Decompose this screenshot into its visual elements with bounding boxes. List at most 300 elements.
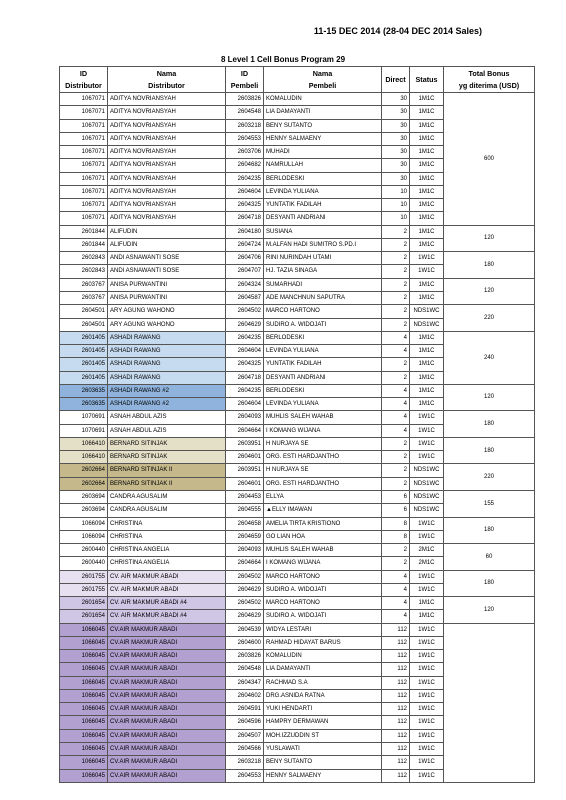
- cell-id-distributor: 1066045: [60, 689, 108, 702]
- cell-total-bonus: [444, 623, 535, 782]
- cell-id-distributor: 2603767: [60, 278, 108, 291]
- cell-direct: 4: [382, 411, 410, 424]
- cell-id-distributor: 1066045: [60, 623, 108, 636]
- cell-nama-pembeli: SUMARHADI: [264, 278, 382, 291]
- cell-direct: 2: [382, 252, 410, 265]
- table-row: [60, 278, 535, 291]
- cell-nama-pembeli: MUHLIS SALEH WAHAB: [264, 411, 382, 424]
- cell-nama-pembeli: GO LIAN HOA: [264, 530, 382, 543]
- cell-id-pembeli: 2604596: [226, 716, 264, 729]
- cell-status: NDS1WC: [410, 477, 444, 490]
- cell-id-pembeli: 2604502: [226, 305, 264, 318]
- cell-id-pembeli: 2604566: [226, 743, 264, 756]
- cell-id-pembeli: 2604600: [226, 636, 264, 649]
- cell-nama-pembeli: LEVINDA YULIANA: [264, 185, 382, 198]
- cell-id-distributor: 1067071: [60, 119, 108, 132]
- cell-id-pembeli: 2604664: [226, 424, 264, 437]
- cell-id-pembeli: 2604659: [226, 530, 264, 543]
- cell-nama-distributor: BERNARD SITINJAK II: [108, 464, 226, 477]
- cell-status: 1M1C: [410, 159, 444, 172]
- cell-status: NDS1WC: [410, 464, 444, 477]
- cell-status: 1M1C: [410, 185, 444, 198]
- cell-total-bonus: 180: [444, 437, 535, 464]
- cell-id-pembeli: 2603951: [226, 437, 264, 450]
- cell-nama-pembeli: LEVINDA YULIANA: [264, 398, 382, 411]
- cell-id-pembeli: 2604629: [226, 610, 264, 623]
- cell-status: 1W1C: [410, 769, 444, 782]
- cell-total-bonus: 120: [444, 597, 535, 624]
- cell-id-distributor: 2603767: [60, 291, 108, 304]
- cell-id-distributor: 2601405: [60, 331, 108, 344]
- cell-id-distributor: 2600440: [60, 544, 108, 557]
- cell-status: 1M1C: [410, 331, 444, 344]
- cell-direct: 112: [382, 663, 410, 676]
- cell-status: 1W1C: [410, 530, 444, 543]
- cell-id-pembeli: 2604235: [226, 384, 264, 397]
- cell-nama-distributor: ASHADI RAWANG: [108, 331, 226, 344]
- cell-nama-distributor: CV.AIR MAKMUR ABADI: [108, 716, 226, 729]
- cell-nama-pembeli: I KOMANG WIJANA: [264, 557, 382, 570]
- cell-direct: 10: [382, 212, 410, 225]
- cell-nama-distributor: ADITYA NOVRIANSYAH: [108, 212, 226, 225]
- cell-status: 1M1C: [410, 597, 444, 610]
- cell-nama-distributor: BERNARD SITINJAK: [108, 451, 226, 464]
- cell-direct: 30: [382, 119, 410, 132]
- cell-nama-distributor: BERNARD SITINJAK II: [108, 477, 226, 490]
- cell-nama-pembeli: H NURJAYA SE: [264, 437, 382, 450]
- cell-id-distributor: 1067071: [60, 106, 108, 119]
- cell-id-distributor: 1067071: [60, 212, 108, 225]
- table-row: [60, 225, 535, 238]
- cell-nama-pembeli: ▲ELLY IMAWAN: [264, 504, 382, 517]
- cell-total-bonus: 180: [444, 570, 535, 597]
- cell-id-pembeli: 2603706: [226, 146, 264, 159]
- cell-direct: 4: [382, 331, 410, 344]
- cell-nama-pembeli: H NURJAYA SE: [264, 464, 382, 477]
- cell-id-distributor: 2602664: [60, 477, 108, 490]
- table-row: [60, 384, 535, 397]
- cell-id-pembeli: 2604502: [226, 570, 264, 583]
- cell-id-pembeli: 2604601: [226, 451, 264, 464]
- cell-id-pembeli: 2604093: [226, 411, 264, 424]
- cell-id-distributor: 2603635: [60, 398, 108, 411]
- cell-nama-pembeli: KOMALUDIN: [264, 93, 382, 106]
- cell-nama-distributor: CV.AIR MAKMUR ABADI: [108, 769, 226, 782]
- cell-id-pembeli: 2604539: [226, 623, 264, 636]
- cell-id-distributor: 1066045: [60, 729, 108, 742]
- cell-nama-distributor: ADITYA NOVRIANSYAH: [108, 132, 226, 145]
- cell-id-pembeli: 2604324: [226, 278, 264, 291]
- cell-id-distributor: 2601755: [60, 583, 108, 596]
- cell-nama-pembeli: AMELIA TIRTA KRISTIONO: [264, 517, 382, 530]
- cell-id-pembeli: 2604724: [226, 238, 264, 251]
- table-body: [60, 93, 535, 783]
- table-row: [60, 464, 535, 477]
- cell-id-pembeli: 2604548: [226, 106, 264, 119]
- cell-nama-pembeli: DESYANTI ANDRIANI: [264, 212, 382, 225]
- table-row: [60, 517, 535, 530]
- header-id-distributor-line2: Distributor: [65, 80, 102, 90]
- cell-status: 1M1C: [410, 238, 444, 251]
- cell-direct: 6: [382, 490, 410, 503]
- cell-id-pembeli: 2604548: [226, 663, 264, 676]
- cell-status: 1W1C: [410, 623, 444, 636]
- cell-nama-distributor: ASHADI RAWANG: [108, 371, 226, 384]
- cell-nama-distributor: ARY AGUNG WAHONO: [108, 318, 226, 331]
- cell-total-bonus: 120: [444, 384, 535, 411]
- cell-direct: 30: [382, 132, 410, 145]
- cell-status: 1W1C: [410, 583, 444, 596]
- cell-nama-distributor: ASNAH ABDUL AZIS: [108, 411, 226, 424]
- cell-nama-distributor: CV.AIR MAKMUR ABADI: [108, 703, 226, 716]
- cell-total-bonus: 180: [444, 252, 535, 279]
- cell-id-distributor: 1066094: [60, 517, 108, 530]
- cell-id-distributor: 1067071: [60, 199, 108, 212]
- cell-nama-distributor: ASHADI RAWANG #2: [108, 384, 226, 397]
- table-row: [60, 623, 535, 636]
- cell-status: 1W1C: [410, 650, 444, 663]
- cell-id-distributor: 1066045: [60, 756, 108, 769]
- cell-status: 1W1C: [410, 676, 444, 689]
- cell-nama-pembeli: LEVINDA YULIANA: [264, 345, 382, 358]
- cell-status: 1W1C: [410, 424, 444, 437]
- cell-nama-pembeli: ELLYA: [264, 490, 382, 503]
- cell-direct: 112: [382, 743, 410, 756]
- cell-id-pembeli: 2604180: [226, 225, 264, 238]
- cell-nama-pembeli: DRG.ASNIDA RATNA: [264, 689, 382, 702]
- cell-nama-pembeli: YUSLAWATI: [264, 743, 382, 756]
- cell-id-pembeli: 2604587: [226, 291, 264, 304]
- cell-id-pembeli: 2604325: [226, 199, 264, 212]
- cell-nama-pembeli: HAMPRY DERMAWAN: [264, 716, 382, 729]
- table-row: [60, 252, 535, 265]
- cell-id-distributor: 1066045: [60, 636, 108, 649]
- cell-id-distributor: 2600440: [60, 557, 108, 570]
- header-nama-distributor-line1: Nama: [156, 68, 177, 78]
- cell-nama-distributor: ADITYA NOVRIANSYAH: [108, 119, 226, 132]
- cell-nama-distributor: CHRISTINA: [108, 517, 226, 530]
- table-row: [60, 490, 535, 503]
- table-row: [60, 305, 535, 318]
- header-nama-pembeli: [264, 67, 382, 93]
- cell-id-pembeli: 2604664: [226, 557, 264, 570]
- cell-status: 1M1C: [410, 345, 444, 358]
- cell-status: 1W1C: [410, 636, 444, 649]
- cell-nama-distributor: ADITYA NOVRIANSYAH: [108, 106, 226, 119]
- cell-nama-distributor: CANDRA AGUSALIM: [108, 490, 226, 503]
- cell-id-distributor: 1066045: [60, 650, 108, 663]
- cell-status: 1W1C: [410, 411, 444, 424]
- cell-total-bonus: 220: [444, 305, 535, 332]
- table-row: [60, 331, 535, 344]
- table-row: [60, 93, 535, 106]
- report-period: 11-15 DEC 2014 (28-04 DEC 2014 Sales): [313, 26, 482, 36]
- cell-status: 1M1C: [410, 106, 444, 119]
- cell-id-distributor: 1067071: [60, 185, 108, 198]
- cell-nama-pembeli: MOH.IZZUDDIN ST: [264, 729, 382, 742]
- cell-status: 2M1C: [410, 557, 444, 570]
- cell-id-pembeli: 2604453: [226, 490, 264, 503]
- cell-nama-distributor: ADITYA NOVRIANSYAH: [108, 146, 226, 159]
- cell-direct: 4: [382, 345, 410, 358]
- cell-status: NDS1WC: [410, 318, 444, 331]
- cell-direct: 30: [382, 93, 410, 106]
- cell-id-pembeli: 2604629: [226, 583, 264, 596]
- cell-nama-pembeli: RACHMAD S.A: [264, 676, 382, 689]
- cell-direct: 112: [382, 756, 410, 769]
- header-total-bonus-line2: yg diterima (USD): [458, 80, 520, 90]
- cell-nama-distributor: ADITYA NOVRIANSYAH: [108, 93, 226, 106]
- cell-nama-pembeli: YUNTATIK FADILAH: [264, 358, 382, 371]
- cell-nama-pembeli: WIDYA LESTARI: [264, 623, 382, 636]
- table-row: [60, 437, 535, 450]
- cell-total-bonus: 120: [444, 278, 535, 305]
- cell-direct: 112: [382, 703, 410, 716]
- cell-nama-pembeli: MARCO HARTONO: [264, 305, 382, 318]
- cell-status: 1W1C: [410, 437, 444, 450]
- cell-nama-distributor: CHRISTINA ANGELIA: [108, 544, 226, 557]
- cell-status: 1M1C: [410, 291, 444, 304]
- cell-direct: 2: [382, 437, 410, 450]
- cell-id-pembeli: 2604604: [226, 345, 264, 358]
- header-nama-pembeli-line2: Pembeli: [308, 80, 337, 90]
- cell-nama-distributor: CV. AIR MAKMUR ABADI: [108, 570, 226, 583]
- cell-nama-distributor: CV.AIR MAKMUR ABADI: [108, 636, 226, 649]
- cell-direct: 2: [382, 371, 410, 384]
- cell-direct: 112: [382, 676, 410, 689]
- cell-status: 1M1C: [410, 119, 444, 132]
- table-header: [60, 67, 535, 93]
- cell-id-pembeli: 2604553: [226, 769, 264, 782]
- cell-nama-distributor: ASNAH ABDUL AZIS: [108, 424, 226, 437]
- cell-direct: 2: [382, 225, 410, 238]
- cell-nama-pembeli: BENY SUTANTO: [264, 756, 382, 769]
- cell-total-bonus: 220: [444, 464, 535, 491]
- cell-status: 1M1C: [410, 610, 444, 623]
- cell-status: 1W1C: [410, 517, 444, 530]
- header-direct: Direct: [382, 67, 410, 93]
- cell-id-pembeli: 2604235: [226, 331, 264, 344]
- cell-direct: 6: [382, 504, 410, 517]
- cell-direct: 10: [382, 185, 410, 198]
- cell-nama-pembeli: LIA DAMAYANTI: [264, 106, 382, 119]
- cell-direct: 2: [382, 358, 410, 371]
- cell-nama-pembeli: SUDIRO A. WIDOJATI: [264, 610, 382, 623]
- cell-nama-distributor: CV.AIR MAKMUR ABADI: [108, 743, 226, 756]
- cell-id-pembeli: 2604604: [226, 398, 264, 411]
- cell-status: 1M1C: [410, 384, 444, 397]
- header-nama-pembeli-line1: Nama: [312, 68, 333, 78]
- cell-nama-distributor: ARY AGUNG WAHONO: [108, 305, 226, 318]
- cell-id-distributor: 1066045: [60, 716, 108, 729]
- cell-id-pembeli: 2603826: [226, 650, 264, 663]
- cell-direct: 4: [382, 583, 410, 596]
- cell-status: 1W1C: [410, 570, 444, 583]
- cell-id-distributor: 2602843: [60, 265, 108, 278]
- cell-id-distributor: 1067071: [60, 132, 108, 145]
- cell-direct: 30: [382, 159, 410, 172]
- cell-id-distributor: 1066410: [60, 437, 108, 450]
- cell-nama-distributor: ANISA PURWANTINI: [108, 278, 226, 291]
- cell-nama-pembeli: DESYANTI ANDRIANI: [264, 371, 382, 384]
- cell-id-distributor: 1067071: [60, 146, 108, 159]
- cell-nama-distributor: ASHADI RAWANG: [108, 358, 226, 371]
- cell-nama-distributor: CV. AIR MAKMUR ABADI: [108, 583, 226, 596]
- header-nama-distributor-line2: Distributor: [148, 80, 185, 90]
- cell-id-pembeli: 2604555: [226, 504, 264, 517]
- cell-id-pembeli: 2604658: [226, 517, 264, 530]
- cell-nama-distributor: CV.AIR MAKMUR ABADI: [108, 729, 226, 742]
- cell-id-distributor: 1066045: [60, 663, 108, 676]
- cell-id-distributor: 1067071: [60, 172, 108, 185]
- cell-nama-pembeli: SUSIANA: [264, 225, 382, 238]
- cell-id-pembeli: 2604604: [226, 185, 264, 198]
- cell-direct: 30: [382, 172, 410, 185]
- cell-direct: 2: [382, 451, 410, 464]
- cell-id-distributor: 1066094: [60, 530, 108, 543]
- cell-id-distributor: 2603694: [60, 504, 108, 517]
- cell-direct: 4: [382, 570, 410, 583]
- table-row: [60, 570, 535, 583]
- cell-status: 1M1C: [410, 212, 444, 225]
- cell-status: 1M1C: [410, 199, 444, 212]
- cell-nama-pembeli: RINI NURINDAH UTAMI: [264, 252, 382, 265]
- cell-total-bonus: 155: [444, 490, 535, 517]
- cell-id-distributor: 1066045: [60, 676, 108, 689]
- cell-id-distributor: 1067071: [60, 159, 108, 172]
- cell-nama-pembeli: HJ. TAZIA SINAGA: [264, 265, 382, 278]
- cell-direct: 4: [382, 384, 410, 397]
- cell-nama-distributor: ADITYA NOVRIANSYAH: [108, 185, 226, 198]
- cell-id-distributor: 2601654: [60, 610, 108, 623]
- cell-status: 1M1C: [410, 278, 444, 291]
- cell-direct: 112: [382, 769, 410, 782]
- cell-direct: 112: [382, 729, 410, 742]
- cell-id-distributor: 1066045: [60, 769, 108, 782]
- cell-id-distributor: 2601844: [60, 238, 108, 251]
- cell-status: 1M1C: [410, 172, 444, 185]
- cell-nama-distributor: ALIFUDIN: [108, 225, 226, 238]
- cell-nama-pembeli: MARCO HARTONO: [264, 570, 382, 583]
- cell-direct: 2: [382, 291, 410, 304]
- cell-status: 1M1C: [410, 93, 444, 106]
- cell-total-bonus: 120: [444, 225, 535, 252]
- cell-direct: 112: [382, 636, 410, 649]
- table-row: [60, 597, 535, 610]
- cell-id-pembeli: 2604718: [226, 371, 264, 384]
- cell-id-pembeli: 2604325: [226, 358, 264, 371]
- header-id-pembeli-line2: Pembeli: [230, 80, 259, 90]
- cell-direct: 112: [382, 689, 410, 702]
- cell-nama-pembeli: YUKI HENDARTI: [264, 703, 382, 716]
- cell-id-distributor: 1066410: [60, 451, 108, 464]
- cell-direct: 8: [382, 530, 410, 543]
- cell-nama-distributor: CV.AIR MAKMUR ABADI: [108, 756, 226, 769]
- cell-id-distributor: 1070691: [60, 411, 108, 424]
- cell-nama-distributor: ADITYA NOVRIANSYAH: [108, 199, 226, 212]
- cell-status: 1M1C: [410, 225, 444, 238]
- cell-nama-pembeli: HENNY SALMAENY: [264, 769, 382, 782]
- cell-nama-distributor: ALIFUDIN: [108, 238, 226, 251]
- table-row: [60, 411, 535, 424]
- cell-nama-pembeli: ORG. ESTI HARDJANTHO: [264, 477, 382, 490]
- bonus-table: [59, 66, 535, 783]
- cell-id-pembeli: 2604682: [226, 159, 264, 172]
- cell-nama-pembeli: NAMRULLAH: [264, 159, 382, 172]
- cell-id-pembeli: 2604602: [226, 689, 264, 702]
- cell-nama-distributor: CHRISTINA: [108, 530, 226, 543]
- cell-id-pembeli: 2604601: [226, 477, 264, 490]
- cell-direct: 2: [382, 544, 410, 557]
- cell-nama-distributor: CV. AIR MAKMUR ABADI #4: [108, 610, 226, 623]
- cell-id-pembeli: 2604706: [226, 252, 264, 265]
- cell-direct: 2: [382, 278, 410, 291]
- cell-nama-pembeli: ADE MANCHNUN SAPUTRA: [264, 291, 382, 304]
- cell-nama-distributor: CV. AIR MAKMUR ABADI #4: [108, 597, 226, 610]
- cell-id-distributor: 1066045: [60, 743, 108, 756]
- cell-nama-pembeli: LIA DAMAYANTI: [264, 663, 382, 676]
- cell-id-pembeli: 2604591: [226, 703, 264, 716]
- cell-direct: 4: [382, 610, 410, 623]
- cell-total-bonus: 240: [444, 331, 535, 384]
- cell-id-pembeli: 2603218: [226, 119, 264, 132]
- cell-id-pembeli: 2604553: [226, 132, 264, 145]
- cell-status: 1W1C: [410, 252, 444, 265]
- cell-nama-distributor: ADITYA NOVRIANSYAH: [108, 159, 226, 172]
- cell-nama-pembeli: SUDIRO A. WIDOJATI: [264, 318, 382, 331]
- cell-nama-distributor: CV.AIR MAKMUR ABADI: [108, 663, 226, 676]
- header-nama-distributor: [108, 67, 226, 93]
- cell-id-distributor: 2601844: [60, 225, 108, 238]
- cell-nama-distributor: ASHADI RAWANG: [108, 345, 226, 358]
- header-id-pembeli-line1: ID: [240, 68, 249, 78]
- cell-direct: 2: [382, 238, 410, 251]
- cell-nama-pembeli: YUNTATIK FADILAH: [264, 199, 382, 212]
- cell-direct: 30: [382, 146, 410, 159]
- cell-id-distributor: 1070691: [60, 424, 108, 437]
- cell-id-pembeli: 2604093: [226, 544, 264, 557]
- cell-status: NDS1WC: [410, 490, 444, 503]
- cell-status: NDS1WC: [410, 305, 444, 318]
- cell-direct: 2: [382, 265, 410, 278]
- cell-total-bonus: 180: [444, 517, 535, 544]
- cell-id-distributor: 1067071: [60, 93, 108, 106]
- cell-total-bonus: 180: [444, 411, 535, 438]
- cell-id-pembeli: 2603218: [226, 756, 264, 769]
- cell-status: 1W1C: [410, 716, 444, 729]
- cell-direct: 112: [382, 623, 410, 636]
- cell-nama-pembeli: M.ALFAN HADI SUMITRO S.PD.I: [264, 238, 382, 251]
- cell-id-distributor: 2604501: [60, 318, 108, 331]
- cell-nama-distributor: CV.AIR MAKMUR ABADI: [108, 623, 226, 636]
- cell-status: 1W1C: [410, 743, 444, 756]
- cell-direct: 4: [382, 597, 410, 610]
- cell-id-distributor: 2601405: [60, 345, 108, 358]
- cell-nama-pembeli: BERLODESKI: [264, 172, 382, 185]
- cell-nama-pembeli: BERLODESKI: [264, 331, 382, 344]
- cell-id-distributor: 2602664: [60, 464, 108, 477]
- cell-id-distributor: 2601405: [60, 371, 108, 384]
- cell-status: 1W1C: [410, 451, 444, 464]
- cell-nama-pembeli: BERLODESKI: [264, 384, 382, 397]
- cell-id-distributor: 2603694: [60, 490, 108, 503]
- cell-status: 1M1C: [410, 132, 444, 145]
- cell-status: 1W1C: [410, 756, 444, 769]
- cell-direct: 112: [382, 650, 410, 663]
- cell-nama-distributor: BERNARD SITINJAK: [108, 437, 226, 450]
- header-id-distributor-line1: ID: [79, 68, 88, 78]
- cell-direct: 8: [382, 517, 410, 530]
